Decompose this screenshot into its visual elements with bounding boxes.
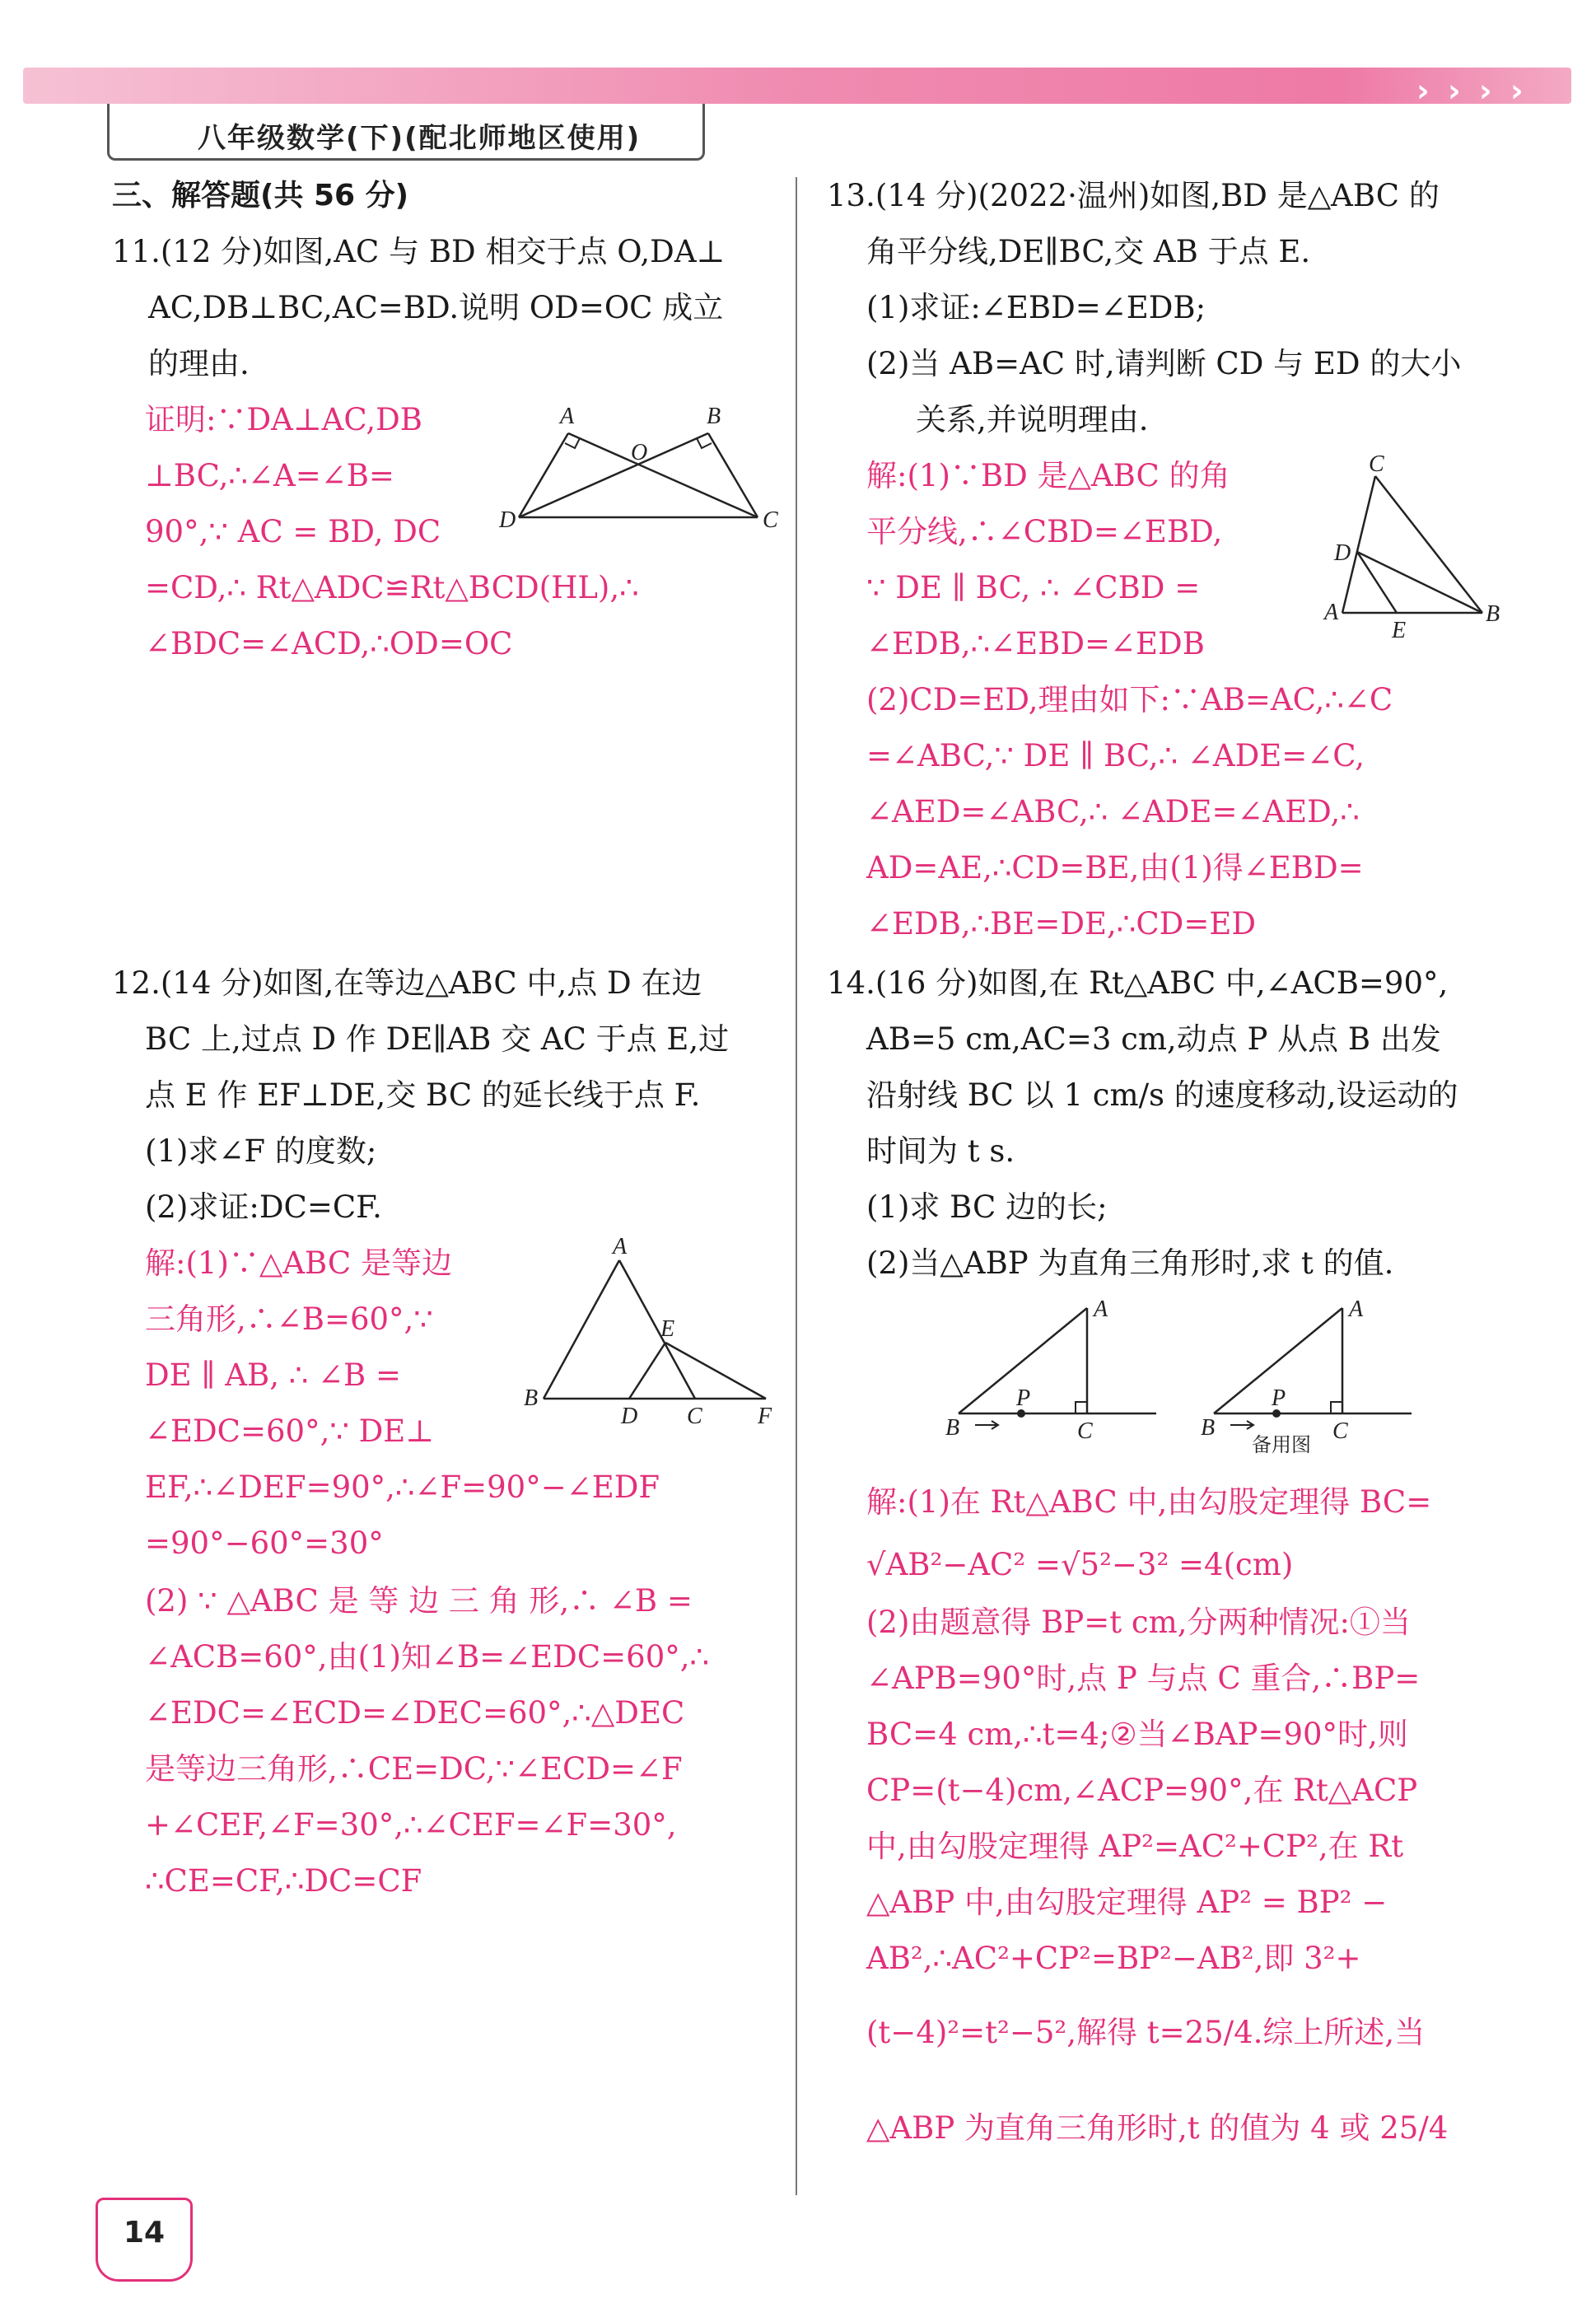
chevron-right-icon: › [1479, 72, 1492, 109]
answer-text: (2)由题意得 BP=t cm,分两种情况:①当 [866, 1605, 1411, 1640]
figure-label: D [499, 507, 516, 533]
answer-text: AB²,∴AC²+CP²=BP²−AB²,即 3²+ [866, 1941, 1361, 1976]
question-text: AB=5 cm,AC=3 cm,动点 P 从点 B 出发 [866, 1021, 1441, 1057]
figure-label: P [1016, 1385, 1031, 1411]
answer-text: △ABP 中,由勾股定理得 AP² = BP² − [866, 1885, 1388, 1920]
answer-text: 是等边三角形,∴CE=DC,∵∠ECD=∠F [145, 1751, 683, 1787]
answer-text: ∠EDC=60°,∵ DE⊥ [145, 1413, 435, 1449]
book-title: 八年级数学(下)(配北师地区使用) [198, 122, 642, 155]
figure-label: C [763, 507, 778, 533]
answer-text: EF,∴∠DEF=90°,∴∠F=90°−∠EDF [145, 1469, 660, 1505]
answer-text: ∠APB=90°时,点 P 与点 C 重合,∴BP= [866, 1661, 1421, 1696]
question-text: 关系,并说明理由. [916, 402, 1149, 437]
figure-label: C [1369, 451, 1384, 477]
figure-q12 [511, 1236, 782, 1433]
figure-label: F [758, 1404, 772, 1429]
figure-label: D [621, 1404, 638, 1429]
answer-text: =CD,∴ Rt△ADC≌Rt△BCD(HL),∴ [145, 570, 639, 605]
question-text: 13.(14 分)(2022·温州)如图,BD 是△ABC 的 [827, 178, 1440, 213]
figure-label: C [1077, 1418, 1093, 1444]
figure-label: B [524, 1385, 539, 1411]
answer-text: √AB²−AC² =√5²−3² =4(cm) [866, 1547, 1294, 1582]
figure-label: C [687, 1404, 702, 1429]
figure-label: A [613, 1236, 628, 1259]
answer-text: (2) ∵ △ABC 是 等 边 三 角 形,∴ ∠B = [145, 1583, 693, 1619]
section-title: 三、解答题(共 56 分) [112, 179, 409, 213]
figure-label: P [1272, 1385, 1286, 1411]
chevron-right-icon: › [1448, 72, 1461, 109]
answer-text: AD=AE,∴CD=BE,由(1)得∠EBD= [866, 850, 1364, 885]
answer-text: ∠EDC=∠ECD=∠DEC=60°,∴△DEC [145, 1695, 685, 1731]
question-text: (1)求证:∠EBD=∠EDB; [866, 290, 1206, 325]
question-text: 角平分线,DE∥BC,交 AB 于点 E. [866, 234, 1311, 269]
figure-label: D [1334, 540, 1351, 566]
figure-label: A [1324, 600, 1339, 625]
figure-q14 [939, 1293, 1178, 1450]
answer-text: (t−4)²=t²−5²,解得 t=25/4.综上所述,当 [866, 2015, 1426, 2050]
figure-label: B [1486, 601, 1500, 627]
question-text: (2)求证:DC=CF. [145, 1189, 382, 1225]
chevron-right-icon: › [1510, 72, 1524, 109]
question-text: (1)求∠F 的度数; [145, 1133, 377, 1169]
header-band [23, 68, 1571, 104]
answer-text: ∵ DE ∥ BC, ∴ ∠CBD = [866, 570, 1201, 605]
answer-text: 中,由勾股定理得 AP²=AC²+CP²,在 Rt [866, 1829, 1404, 1864]
answer-text: 证明:∵DA⊥AC,DB [145, 402, 422, 437]
answer-text: =90°−60°=30° [145, 1525, 384, 1561]
answer-text: 解:(1)在 Rt△ABC 中,由勾股定理得 BC= [866, 1484, 1432, 1520]
column-divider [796, 177, 797, 2195]
question-text: (2)当△ABP 为直角三角形时,求 t 的值. [866, 1245, 1394, 1281]
answer-text: CP=(t−4)cm,∠ACP=90°,在 Rt△ACP [866, 1773, 1418, 1808]
answer-text: ∠AED=∠ABC,∴ ∠ADE=∠AED,∴ [866, 794, 1360, 829]
answer-text: ∠BDC=∠ACD,∴OD=OC [145, 626, 513, 661]
figure-label: A [1349, 1296, 1364, 1322]
answer-text: △ABP 为直角三角形时,t 的值为 4 或 25/4 [866, 2110, 1449, 2146]
figure-label: E [660, 1316, 675, 1342]
answer-text: =∠ABC,∵ DE ∥ BC,∴ ∠ADE=∠C, [866, 738, 1365, 773]
figure-label: O [631, 440, 648, 465]
page-number: 14 [124, 2216, 166, 2250]
answer-text: +∠CEF,∠F=30°,∴∠CEF=∠F=30°, [145, 1807, 677, 1843]
chevron-right-icon: › [1416, 72, 1430, 109]
question-text: 点 E 作 EF⊥DE,交 BC 的延长线于点 F. [145, 1077, 701, 1113]
answer-text: DE ∥ AB, ∴ ∠B = [145, 1357, 401, 1393]
answer-text: (2)CD=ED,理由如下:∵AB=AC,∴∠C [866, 682, 1393, 717]
answer-text: ⊥BC,∴∠A=∠B= [145, 458, 394, 493]
answer-text: 三角形,∴∠B=60°,∵ [145, 1301, 433, 1337]
figure-label: C [1332, 1418, 1348, 1444]
answer-text: 解:(1)∵BD 是△ABC 的角 [866, 458, 1230, 493]
figure-q13 [1318, 451, 1515, 649]
figure-label: E [1392, 618, 1407, 643]
question-text: (2)当 AB=AC 时,请判断 CD 与 ED 的大小 [866, 346, 1462, 381]
question-text: 14.(16 分)如图,在 Rt△ABC 中,∠ACB=90°, [827, 965, 1449, 1001]
figure-label: B [1201, 1415, 1216, 1441]
question-text: 12.(14 分)如图,在等边△ABC 中,点 D 在边 [112, 965, 702, 1001]
figure-q14-backup [1194, 1293, 1433, 1458]
figure-label: B [707, 404, 721, 429]
question-text: 时间为 t s. [866, 1133, 1015, 1169]
question-text: 的理由. [148, 346, 250, 381]
figure-label: A [1094, 1296, 1108, 1322]
question-text: AC,DB⊥BC,AC=BD.说明 OD=OC 成立 [148, 290, 724, 325]
answer-text: BC=4 cm,∴t=4;②当∠BAP=90°时,则 [866, 1717, 1408, 1752]
figure-label: B [945, 1415, 960, 1441]
figure-label: A [560, 404, 575, 429]
answer-text: 解:(1)∵△ABC 是等边 [145, 1245, 452, 1281]
figure-caption: 备用图 [1252, 1433, 1311, 1456]
answer-text: ∠EDB,∴BE=DE,∴CD=ED [866, 906, 1256, 941]
answer-text: ∠EDB,∴∠EBD=∠EDB [866, 626, 1205, 661]
answer-text: 平分线,∴∠CBD=∠EBD, [866, 514, 1223, 549]
question-text: 11.(12 分)如图,AC 与 BD 相交于点 O,DA⊥ [112, 234, 726, 269]
question-text: BC 上,过点 D 作 DE∥AB 交 AC 于点 E,过 [145, 1021, 730, 1057]
answer-text: ∠ACB=60°,由(1)知∠B=∠EDC=60°,∴ [145, 1639, 710, 1675]
question-text: 沿射线 BC 以 1 cm/s 的速度移动,设运动的 [866, 1077, 1458, 1113]
answer-text: 90°,∵ AC = BD, DC [145, 514, 441, 549]
figure-q11 [494, 394, 791, 542]
question-text: (1)求 BC 边的长; [866, 1189, 1108, 1225]
answer-text: ∴CE=CF,∴DC=CF [145, 1863, 422, 1899]
